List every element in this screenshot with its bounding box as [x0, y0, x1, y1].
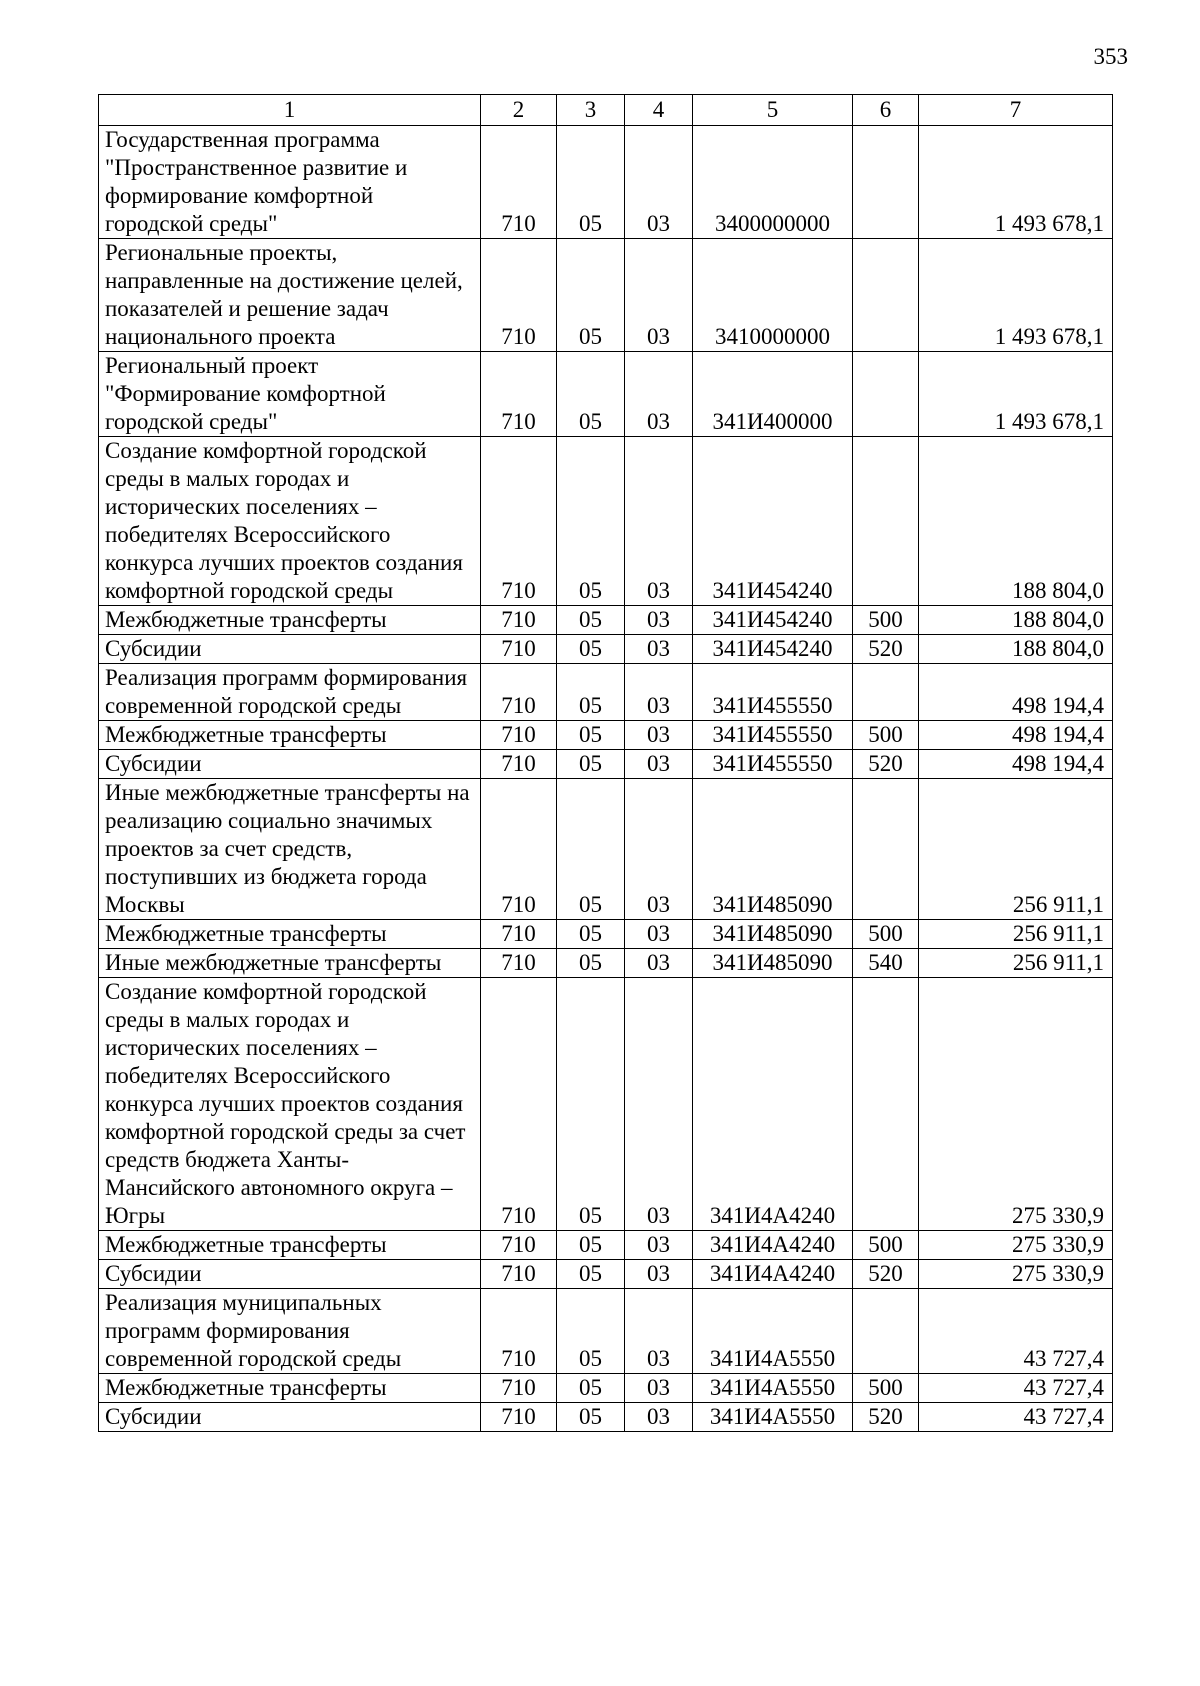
table-row [99, 779, 1113, 920]
row-code-5-cell: 3400000000 [693, 126, 853, 239]
row-code-4-cell: 03 [625, 437, 693, 606]
row-code-2-cell: 710 [481, 1289, 557, 1374]
row-amount-cell: 1 493 678,1 [919, 239, 1113, 352]
row-amount-cell: 188 804,0 [919, 606, 1113, 635]
row-code-3-cell: 05 [557, 920, 625, 949]
row-code-5-cell: 341И454240 [693, 635, 853, 664]
table-row [99, 920, 1113, 949]
row-code-2-cell: 710 [481, 1374, 557, 1403]
row-code-4-cell: 03 [625, 1231, 693, 1260]
row-code-6-cell: 520 [853, 750, 919, 779]
row-amount-cell: 188 804,0 [919, 437, 1113, 606]
row-code-5-cell: 341И4А4240 [693, 1260, 853, 1289]
row-amount-cell: 275 330,9 [919, 1260, 1113, 1289]
row-name-cell: Иные межбюджетные трансферты на реализацию социально значимых проектов за счет средств, поступивших из бюджета города Москвы [99, 779, 481, 920]
row-code-4-cell: 03 [625, 1403, 693, 1432]
row-code-5-cell: 341И400000 [693, 352, 853, 437]
row-code-4-cell: 03 [625, 949, 693, 978]
row-code-6-cell: 500 [853, 721, 919, 750]
row-code-3-cell: 05 [557, 949, 625, 978]
row-amount-cell: 275 330,9 [919, 978, 1113, 1231]
row-amount-cell: 498 194,4 [919, 664, 1113, 721]
row-code-2-cell: 710 [481, 1260, 557, 1289]
page-number: 353 [1093, 44, 1128, 69]
row-code-2-cell: 710 [481, 978, 557, 1231]
row-code-4-cell: 03 [625, 635, 693, 664]
row-code-5-cell: 341И485090 [693, 779, 853, 920]
row-code-5-cell: 341И485090 [693, 949, 853, 978]
row-code-6-cell: 540 [853, 949, 919, 978]
table-row [99, 949, 1113, 978]
row-amount-cell: 275 330,9 [919, 1231, 1113, 1260]
row-name-cell: Создание комфортной городской среды в малых городах и исторических поселениях – победителях Всероссийского конкурса лучших проектов создания комфортной городской среды [99, 437, 481, 606]
row-name-cell: Региональные проекты, направленные на достижение целей, показателей и решение задач национального проекта [99, 239, 481, 352]
row-code-5-cell: 341И4А4240 [693, 1231, 853, 1260]
row-amount-cell: 498 194,4 [919, 721, 1113, 750]
row-code-3-cell: 05 [557, 1374, 625, 1403]
row-code-6-cell [853, 239, 919, 352]
row-code-2-cell: 710 [481, 635, 557, 664]
row-code-5-cell: 341И485090 [693, 920, 853, 949]
table-row [99, 606, 1113, 635]
table-row [99, 437, 1113, 606]
table-row [99, 750, 1113, 779]
row-code-4-cell: 03 [625, 239, 693, 352]
table-row [99, 1374, 1113, 1403]
row-name-cell: Межбюджетные трансферты [99, 1231, 481, 1260]
row-code-6-cell [853, 352, 919, 437]
table-row [99, 352, 1113, 437]
row-code-5-cell: 341И4А5550 [693, 1374, 853, 1403]
row-name-cell: Межбюджетные трансферты [99, 606, 481, 635]
row-code-3-cell: 05 [557, 1260, 625, 1289]
row-code-3-cell: 05 [557, 606, 625, 635]
row-code-5-cell: 341И454240 [693, 606, 853, 635]
row-amount-cell: 43 727,4 [919, 1289, 1113, 1374]
row-code-2-cell: 710 [481, 606, 557, 635]
row-amount-cell: 1 493 678,1 [919, 352, 1113, 437]
row-code-3-cell: 05 [557, 239, 625, 352]
header-cell-col7: 7 [919, 95, 1113, 126]
row-code-5-cell: 341И455550 [693, 721, 853, 750]
row-code-4-cell: 03 [625, 1374, 693, 1403]
row-code-2-cell: 710 [481, 239, 557, 352]
row-code-6-cell: 520 [853, 1260, 919, 1289]
header-cell-col4: 4 [625, 95, 693, 126]
row-code-2-cell: 710 [481, 721, 557, 750]
table-row [99, 978, 1113, 1231]
row-code-5-cell: 3410000000 [693, 239, 853, 352]
row-code-5-cell: 341И4А4240 [693, 978, 853, 1231]
row-code-4-cell: 03 [625, 664, 693, 721]
row-code-5-cell: 341И455550 [693, 664, 853, 721]
row-code-6-cell [853, 664, 919, 721]
row-code-4-cell: 03 [625, 126, 693, 239]
row-code-2-cell: 710 [481, 1231, 557, 1260]
row-code-6-cell: 500 [853, 920, 919, 949]
header-cell-col6: 6 [853, 95, 919, 126]
row-code-4-cell: 03 [625, 750, 693, 779]
row-code-6-cell: 500 [853, 606, 919, 635]
row-code-3-cell: 05 [557, 1289, 625, 1374]
row-code-4-cell: 03 [625, 721, 693, 750]
row-code-2-cell: 710 [481, 126, 557, 239]
row-code-3-cell: 05 [557, 352, 625, 437]
row-code-4-cell: 03 [625, 352, 693, 437]
row-code-2-cell: 710 [481, 1403, 557, 1432]
row-code-2-cell: 710 [481, 352, 557, 437]
row-code-2-cell: 710 [481, 437, 557, 606]
row-name-cell: Реализация программ формирования современной городской среды [99, 664, 481, 721]
table-row [99, 126, 1113, 239]
row-code-3-cell: 05 [557, 1231, 625, 1260]
header-cell-col5: 5 [693, 95, 853, 126]
row-code-2-cell: 710 [481, 750, 557, 779]
table-row [99, 635, 1113, 664]
row-name-cell: Межбюджетные трансферты [99, 721, 481, 750]
row-code-4-cell: 03 [625, 1260, 693, 1289]
row-name-cell: Субсидии [99, 1403, 481, 1432]
row-code-6-cell: 500 [853, 1231, 919, 1260]
row-code-6-cell: 520 [853, 635, 919, 664]
row-amount-cell: 498 194,4 [919, 750, 1113, 779]
row-code-6-cell [853, 437, 919, 606]
table-row [99, 1231, 1113, 1260]
row-code-3-cell: 05 [557, 1403, 625, 1432]
row-code-4-cell: 03 [625, 606, 693, 635]
row-code-3-cell: 05 [557, 635, 625, 664]
row-code-6-cell [853, 978, 919, 1231]
row-name-cell: Субсидии [99, 750, 481, 779]
row-amount-cell: 43 727,4 [919, 1374, 1113, 1403]
table-row [99, 1289, 1113, 1374]
row-code-2-cell: 710 [481, 949, 557, 978]
header-cell-col2: 2 [481, 95, 557, 126]
row-name-cell: Межбюджетные трансферты [99, 920, 481, 949]
table-row [99, 721, 1113, 750]
row-name-cell: Государственная программа "Пространственное развитие и формирование комфортной городской среды" [99, 126, 481, 239]
row-name-cell: Реализация муниципальных программ формирования современной городской среды [99, 1289, 481, 1374]
row-name-cell: Субсидии [99, 635, 481, 664]
table-row [99, 1260, 1113, 1289]
row-code-3-cell: 05 [557, 978, 625, 1231]
row-code-6-cell [853, 126, 919, 239]
table-row [99, 239, 1113, 352]
row-code-6-cell: 520 [853, 1403, 919, 1432]
row-code-6-cell [853, 779, 919, 920]
row-code-3-cell: 05 [557, 750, 625, 779]
row-code-3-cell: 05 [557, 779, 625, 920]
table-row [99, 1403, 1113, 1432]
row-code-3-cell: 05 [557, 437, 625, 606]
row-name-cell: Межбюджетные трансферты [99, 1374, 481, 1403]
row-name-cell: Создание комфортной городской среды в малых городах и исторических поселениях – победителях Всероссийского конкурса лучших проектов создания комфортной городской среды за счет средств бюджета Ханты-Мансийского автономного округа – Югры [99, 978, 481, 1231]
row-name-cell: Региональный проект "Формирование комфортной городской среды" [99, 352, 481, 437]
row-amount-cell: 256 911,1 [919, 779, 1113, 920]
row-code-5-cell: 341И4А5550 [693, 1403, 853, 1432]
row-amount-cell: 188 804,0 [919, 635, 1113, 664]
row-code-5-cell: 341И4А5550 [693, 1289, 853, 1374]
table-row [99, 664, 1113, 721]
table-header-row [99, 95, 1113, 126]
row-amount-cell: 1 493 678,1 [919, 126, 1113, 239]
row-name-cell: Субсидии [99, 1260, 481, 1289]
row-code-4-cell: 03 [625, 779, 693, 920]
row-code-3-cell: 05 [557, 664, 625, 721]
header-cell-col1: 1 [99, 95, 481, 126]
header-cell-col3: 3 [557, 95, 625, 126]
row-code-4-cell: 03 [625, 978, 693, 1231]
row-code-4-cell: 03 [625, 920, 693, 949]
row-amount-cell: 256 911,1 [919, 920, 1113, 949]
row-code-6-cell [853, 1289, 919, 1374]
row-code-5-cell: 341И455550 [693, 750, 853, 779]
row-code-2-cell: 710 [481, 664, 557, 721]
budget-table [98, 94, 1113, 1432]
row-name-cell: Иные межбюджетные трансферты [99, 949, 481, 978]
row-code-5-cell: 341И454240 [693, 437, 853, 606]
row-amount-cell: 43 727,4 [919, 1403, 1113, 1432]
row-code-6-cell: 500 [853, 1374, 919, 1403]
row-code-2-cell: 710 [481, 779, 557, 920]
row-code-3-cell: 05 [557, 126, 625, 239]
row-code-4-cell: 03 [625, 1289, 693, 1374]
row-code-3-cell: 05 [557, 721, 625, 750]
row-code-2-cell: 710 [481, 920, 557, 949]
row-amount-cell: 256 911,1 [919, 949, 1113, 978]
